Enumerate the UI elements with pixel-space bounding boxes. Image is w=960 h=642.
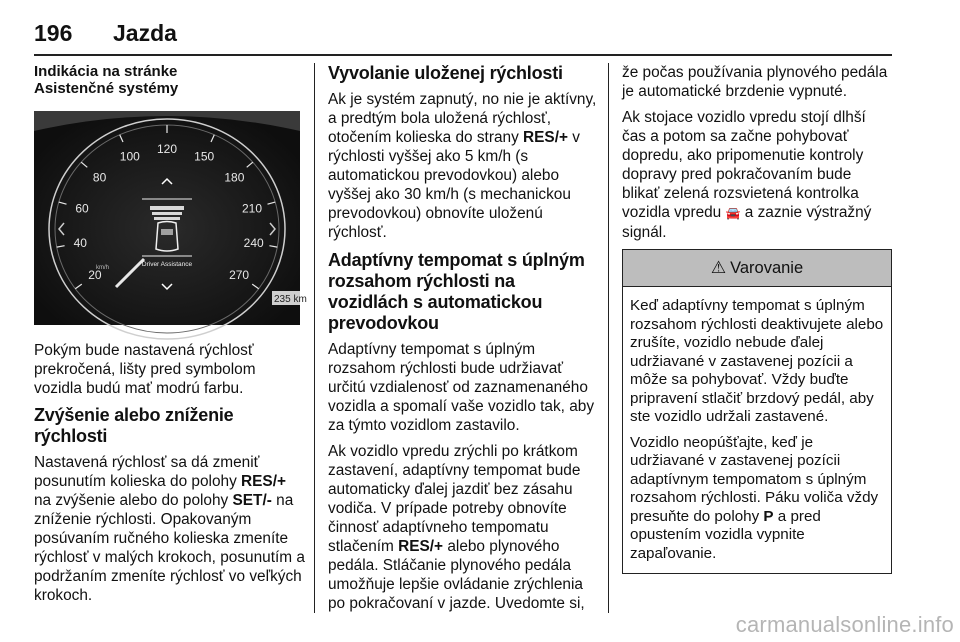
speed-tick-label: 210 xyxy=(241,201,263,216)
warning-paragraph: Keď adaptívny tempomat s úplným rozsahom rýchlosti deaktivujete alebo zrušíte, vozidlo nebude ďalej udržiavané v zastavenej pozícii a môže sa pohybovať. Vždy buďte pripravení stlačiť brzdový pedál, aby ste vozidlo udržali zastavené. xyxy=(630,297,884,425)
warning-triangle-icon: ⚠ xyxy=(710,258,727,277)
speed-tick-label: 270 xyxy=(229,267,250,282)
watermark: carmanualsonline.info xyxy=(735,612,954,637)
warning-header xyxy=(623,250,891,287)
car-front-icon: 🚘 xyxy=(725,206,741,220)
warning-paragraph: Vozidlo neopúšťajte, keď je udržiavané v zastavenej pozícii adaptívnym tempomatom s úplným rozsahom rýchlosti. Páku voliča vždy presuňte do polohy P a pred opustením vozidla vypnite zapaľovanie. xyxy=(630,433,879,562)
warning-body xyxy=(623,287,891,573)
paragraph: Nastavená rýchlosť sa dá zmeniť posunutím kolieska do polohy RES/+ na zvýšenie alebo do polohy SET/- na zníženie rýchlosti. Opakovaným posúvaním ručného kolieska zmeníte rýchlosť v malých krokoch, posunutím a podržaním zmeníte rýchlosť vo veľkých krokoch. xyxy=(34,454,305,604)
column-divider xyxy=(608,63,609,613)
speed-tick-label: 40 xyxy=(73,235,87,250)
paragraph: Pokým bude nastavená rýchlosť prekročená, lišty pred symbolom vozidla budú mať modrú farbu. xyxy=(34,342,256,397)
subheading: Indikácia na stránke xyxy=(34,63,178,80)
section-heading: Adaptívny tempomat s úplným rozsahom rýchlosti na vozidlách s automatickou prevodovkou xyxy=(328,250,585,333)
header-divider xyxy=(34,54,892,56)
column-left xyxy=(34,63,306,612)
paragraph: že počas používania plynového pedála je automatické brzdenie vypnuté. xyxy=(622,64,888,100)
page-number: 196 xyxy=(34,20,73,46)
page-header xyxy=(34,20,892,50)
column-middle xyxy=(328,63,598,620)
speed-tick-label: 100 xyxy=(119,149,140,164)
paragraph: Adaptívny tempomat s úplným rozsahom rýchlosti bude udržiavať určitú vzdialenosť od zaznamenaného vozidla a spomalí vaše vozidlo tak, aby za týmto vozidlom zastavilo. xyxy=(328,341,595,434)
speed-tick-label: 240 xyxy=(243,235,264,250)
paragraph: Ak stojace vozidlo vpredu stojí dlhší čas a potom sa začne pohybovať dopredu, ako pripomenutie kontroly dopravy pred pokračovaním bude blikať zelená rozsvietená kontrolka vozidla vpredu 🚘 a zaznie výstražný signál. xyxy=(622,109,872,241)
speed-tick-label: 20 xyxy=(88,267,102,282)
section-heading: Zvýšenie alebo zníženie rýchlosti xyxy=(34,405,234,446)
speed-tick-label: 120 xyxy=(156,142,178,156)
subheading: Asistenčné systémy xyxy=(34,80,179,97)
instrument-cluster-image xyxy=(34,111,307,325)
odometer-label: 235 km xyxy=(274,294,307,305)
paragraph: Ak vozidlo vpredu zrýchli po krátkom zastavení, adaptívny tempomat bude automaticky ďalej jazdiť bez zásahu vodiča. V prípade potreby obnovíte činnosť adaptívneho tempomatu stlačením RES/+ alebo plynového pedála. Stláčanie plynového pedála umožňuje lepšie ovládanie zrýchlenia po pokračovaní v jazde. Uvedomte si, xyxy=(328,443,585,612)
warning-title: Varovanie xyxy=(730,258,804,277)
chapter-title: Jazda xyxy=(113,20,177,46)
speed-unit-label: km/h xyxy=(96,265,110,271)
column-divider xyxy=(314,63,315,613)
speed-tick-label: 60 xyxy=(75,201,89,216)
paragraph: Ak je systém zapnutý, no nie je aktívny, a predtým bola uložená rýchlosť, otočením kolieska do strany RES/+ v rýchlosti vyššej ako 5 km/h (s automatickou prevodovkou) alebo vyššej ako 30 km/h (s mechanickou prevodovkou) obnovíte uloženú rýchlosť. xyxy=(328,91,597,241)
column-right xyxy=(622,63,892,574)
speed-tick-label: 80 xyxy=(92,170,107,185)
speed-tick-label: 150 xyxy=(194,149,215,164)
warning-box xyxy=(622,249,892,574)
driver-assistance-label: Driver Assistance xyxy=(141,261,193,268)
speed-tick-label: 180 xyxy=(224,170,245,185)
section-heading: Vyvolanie uloženej rýchlosti xyxy=(328,63,563,83)
